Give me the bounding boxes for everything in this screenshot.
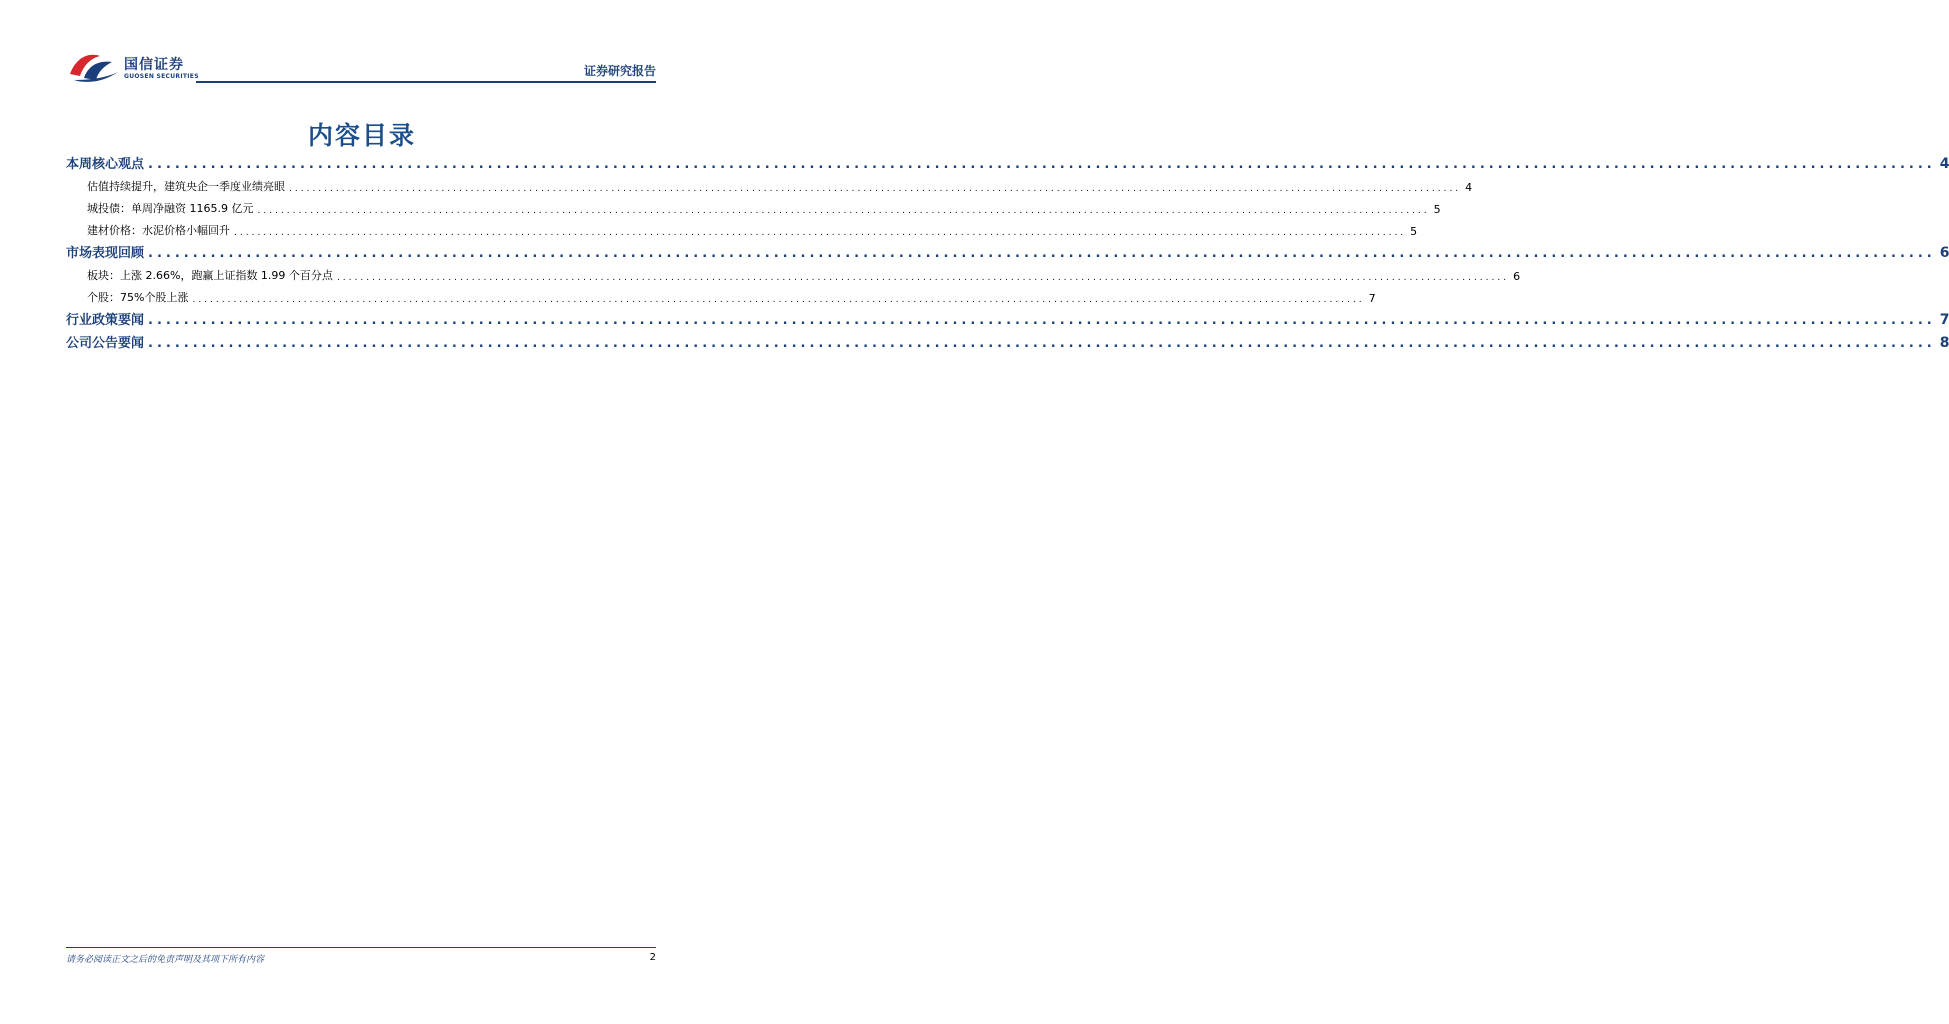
header-divider [196, 81, 656, 83]
toc-entry-level2[interactable] [66, 264, 1521, 286]
toc-page-number: 5 [1433, 203, 1441, 216]
toc-page-number: 6 [1939, 245, 1949, 261]
toc-entry-level1[interactable] [66, 241, 1949, 264]
toc-page-number: 7 [1368, 292, 1376, 305]
page-number: 2 [649, 952, 656, 963]
toc-leader-dots: ........................................................................................................................................................................................................ [234, 228, 1407, 238]
page-header [66, 50, 656, 86]
toc-page-number: 5 [1410, 225, 1418, 238]
toc-entry-text: 个股：75%个股上涨 [87, 291, 189, 304]
toc-leader-dots: ........................................................................................................................................................................................................ [257, 206, 1430, 216]
guosen-logo-icon [66, 50, 122, 84]
toc-title: 内容目录 [307, 121, 416, 150]
toc-entry-text: 估值持续提升，建筑央企一季度业绩亮眼 [87, 180, 285, 193]
toc-leader-dots: ........................................................................................................................................................................................................ [336, 273, 1510, 283]
toc-entry-level1[interactable] [66, 331, 1949, 354]
toc-entry-text: 建材价格：水泥价格小幅回升 [87, 224, 230, 237]
toc-entry-level1[interactable] [66, 308, 1949, 331]
toc-page-number: 4 [1939, 156, 1949, 172]
disclaimer-text: 请务必阅读正文之后的免责声明及其项下所有内容 [66, 955, 265, 965]
toc-entry-text: 市场表现回顾 [66, 246, 145, 261]
toc-entry-text: 板块：上涨 2.66%，跑赢上证指数 1.99 个百分点 [87, 269, 333, 282]
toc-page-number: 6 [1513, 270, 1521, 283]
toc-leader-dots: ........................................................................................................................................................................................................ [148, 246, 1936, 261]
footer-divider [66, 947, 656, 948]
table-of-contents [66, 152, 1949, 354]
report-type-label: 证券研究报告 [583, 64, 656, 78]
toc-leader-dots: ........................................................................................................................................................................................................ [148, 313, 1936, 328]
brand-name-en: GUOSEN SECURITIES [124, 73, 199, 80]
toc-entry-text: 公司公告要闻 [66, 336, 145, 351]
toc-entry-level1[interactable] [66, 152, 1949, 175]
toc-entry-text: 本周核心观点 [66, 157, 145, 172]
toc-leader-dots: ........................................................................................................................................................................................................ [289, 184, 1462, 194]
toc-leader-dots: ........................................................................................................................................................................................................ [148, 336, 1936, 351]
toc-entry-level2[interactable] [66, 175, 1473, 197]
toc-entry-level2[interactable] [66, 219, 1418, 241]
toc-page-number: 8 [1939, 335, 1949, 351]
toc-leader-dots: ........................................................................................................................................................................................................ [192, 295, 1365, 305]
toc-page-number: 7 [1939, 312, 1949, 328]
toc-entry-text: 城投债：单周净融资 1165.9 亿元 [87, 202, 254, 215]
toc-entry-text: 行业政策要闻 [66, 313, 145, 328]
toc-entry-level2[interactable] [66, 286, 1376, 308]
toc-page-number: 4 [1465, 181, 1473, 194]
toc-leader-dots: ........................................................................................................................................................................................................ [148, 157, 1936, 172]
toc-entry-level2[interactable] [66, 197, 1441, 219]
brand-name-cn: 国信证券 [124, 57, 184, 73]
